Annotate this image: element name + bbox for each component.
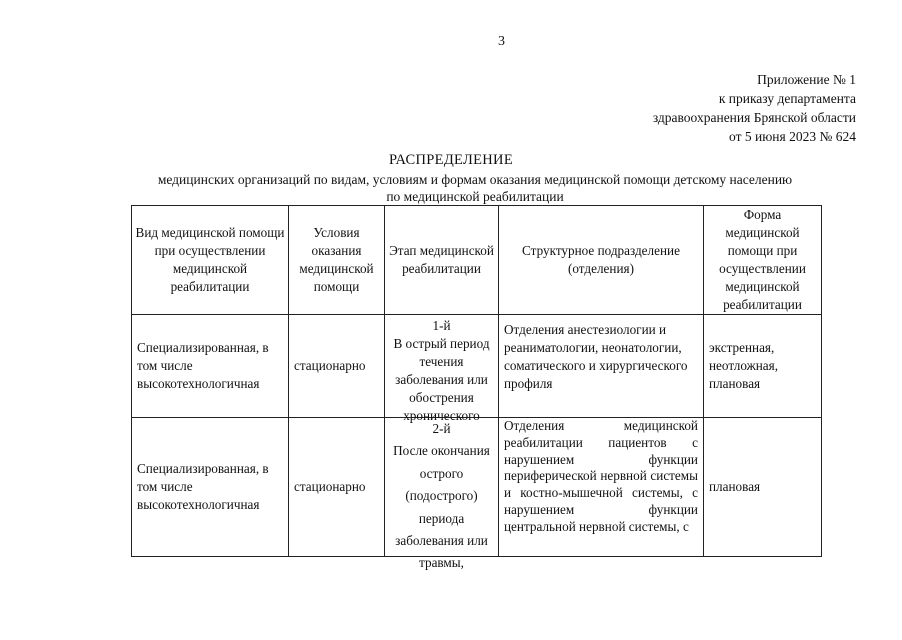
appendix-line-3: здравоохранения Брянской области (652, 110, 856, 125)
cell-type: Специализированная, в том числе высокотехнологичная (132, 418, 289, 557)
distribution-table (131, 205, 822, 571)
stage-text: После окончания острого (подострого) периода заболевания или травмы, (393, 443, 490, 571)
cell-form: плановая (704, 418, 822, 557)
cell-conditions: стационарно (289, 315, 385, 418)
appendix-line-4: от 5 июня 2023 № 624 (729, 129, 856, 144)
stage-number: 2-й (432, 421, 451, 436)
stage-number: 1-й (432, 318, 451, 333)
cell-form: экстренная, неотложная, плановая (704, 315, 822, 418)
appendix-line-2: к приказу департамента (718, 91, 856, 106)
header-conditions: Условия оказания медицинской помощи (289, 206, 385, 315)
cell-type: Специализированная, в том числе высокотехнологичная (132, 315, 289, 418)
cell-unit (499, 315, 704, 418)
header-stage: Этап медицинской реабилитации (385, 206, 499, 315)
table-header-row (132, 206, 822, 315)
header-form: Форма медицинской помощи при осуществлении медицинской реабилитации (704, 206, 822, 315)
header-unit: Структурное подразделение (отделения) (499, 206, 704, 315)
unit-text: Отделения медицинской реабилитации пациентов с нарушением функции периферической нервной системы и костно-мышечной системы, с нарушением функции центральной нервной системы, с (504, 418, 698, 534)
table-row (132, 315, 822, 418)
document-subtitle: медицинских организаций по видам, условиям и формам оказания медицинской помощи детскому населению по медицинской реабилитации (157, 172, 793, 204)
document-title: РАСПРЕДЕЛЕНИЕ (389, 152, 513, 168)
stage-text: В острый период течения заболевания или обострения хронического (393, 336, 490, 423)
table-row (132, 418, 822, 557)
page-number: 3 (498, 34, 505, 49)
cell-conditions: стационарно (289, 418, 385, 557)
header-type: Вид медицинской помощи при осуществлении медицинской реабилитации (132, 206, 289, 315)
appendix-line-1: Приложение № 1 (757, 72, 856, 87)
cell-stage (385, 418, 499, 571)
appendix-header (653, 70, 856, 146)
cell-stage (385, 315, 499, 423)
cell-unit (499, 418, 704, 557)
unit-text: Отделения анестезиологии и реаниматологии, неонатологии, соматического и хирургического профиля (504, 322, 688, 391)
